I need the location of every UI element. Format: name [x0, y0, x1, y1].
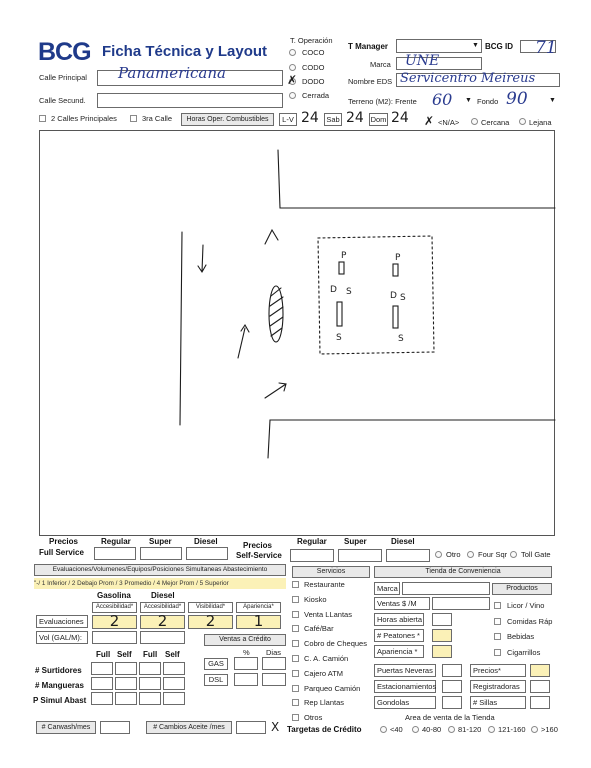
puertas-label: Puertas Neveras: [374, 664, 436, 677]
accesibilidad-dsl-header: Accesibilidad*: [140, 602, 185, 613]
servicio-checkbox[interactable]: [292, 640, 299, 647]
simul-self-gas[interactable]: [115, 692, 137, 705]
mangueras-full-dsl[interactable]: [139, 677, 161, 690]
area-venta-option-label: <40: [390, 725, 403, 734]
dom-label: Dom: [370, 115, 387, 124]
servicio-checkbox[interactable]: [292, 625, 299, 632]
evaluaciones-header: Evaluaciones/Volumenes/Equipos/Posiciones Simultaneas Abastecimiento: [34, 564, 286, 576]
eval-accesibilidad-gas-value: 2: [109, 612, 120, 630]
lv-label: L-V: [279, 113, 297, 126]
servicio-label: Venta LLantas: [304, 609, 352, 619]
sketch-label-d1: D: [330, 285, 337, 295]
servicio-checkbox[interactable]: [292, 581, 299, 588]
peatones-field[interactable]: [432, 629, 452, 642]
dodo-selected-mark: ✗: [287, 73, 298, 87]
dias-label: Dias: [266, 648, 282, 657]
toll-gate-radio[interactable]: [510, 551, 517, 558]
diesel-header-full: Diesel: [194, 537, 218, 546]
eval-accesibilidad-dsl-value: 2: [157, 612, 168, 630]
full-service-label-1: Precios: [49, 537, 78, 546]
visibilidad-header: Visibilidad*: [188, 602, 233, 613]
vol-label: Vol (GAL/M):: [36, 631, 88, 644]
producto-label: Cigarrillos: [507, 647, 541, 657]
super-header-full: Super: [149, 537, 172, 546]
puertas-field[interactable]: [442, 664, 462, 677]
area-venta-radio[interactable]: [380, 726, 387, 733]
toll-gate-label: Toll Gate: [521, 550, 551, 559]
pct-label: %: [243, 648, 250, 657]
servicio-label: Rep Llantas: [304, 698, 345, 708]
estacionamientos-field[interactable]: [442, 680, 462, 693]
otro-radio[interactable]: [435, 551, 442, 558]
carwash-field[interactable]: [100, 721, 130, 734]
tienda-header: Tienda de Conveniencia: [374, 566, 552, 578]
precios-tienda-field[interactable]: [530, 664, 550, 677]
sketch-label-s2b: S: [398, 334, 404, 344]
codo-label: CODO: [302, 63, 325, 72]
full-service-label-2: Full Service: [39, 548, 84, 557]
gas-credit-label: GAS: [204, 658, 228, 670]
vol-dsl-field[interactable]: [140, 631, 185, 644]
diesel-eval-label: Diesel: [151, 591, 175, 600]
price-full-super[interactable]: [140, 547, 182, 560]
servicio-label: Kiosko: [304, 594, 327, 604]
manager-select[interactable]: [396, 39, 482, 53]
area-venta-option-label: 40-80: [422, 725, 442, 734]
frente-dropdown-icon[interactable]: ▼: [465, 97, 472, 104]
gasolina-label: Gasolina: [97, 591, 131, 600]
self-gas-header: Self: [117, 650, 132, 659]
full-gas-header: Full: [96, 650, 111, 659]
lv-value[interactable]: 24: [301, 110, 319, 126]
marca-label: Marca: [370, 60, 391, 69]
servicio-checkbox[interactable]: [292, 685, 299, 692]
operacion-label: T. Operación: [290, 36, 333, 45]
codo-radio[interactable]: [289, 64, 296, 71]
gondolas-label: Gondolas: [374, 696, 436, 709]
page-title: Ficha Técnica y Layout: [102, 43, 268, 60]
horas-abierta-field[interactable]: [432, 613, 452, 626]
otro-label: Otro: [446, 550, 461, 559]
mangueras-self-dsl[interactable]: [163, 677, 185, 690]
servicio-checkbox[interactable]: [292, 655, 299, 662]
gas-credit-pct[interactable]: [234, 657, 258, 670]
surtidores-full-dsl[interactable]: [139, 662, 161, 675]
simul-full-gas[interactable]: [91, 692, 113, 705]
producto-label: Comidas Ráp: [507, 616, 553, 626]
bcg-id-label: BCG ID: [485, 42, 513, 51]
mangueras-self-gas[interactable]: [115, 677, 137, 690]
dos-calles-checkbox[interactable]: [39, 115, 46, 122]
surtidores-label: # Surtidores: [35, 666, 82, 675]
servicio-label: Café/Bar: [304, 624, 334, 634]
servicio-checkbox[interactable]: [292, 611, 299, 618]
marca-value: UNE: [405, 53, 440, 69]
four-sqr-radio[interactable]: [467, 551, 474, 558]
apariencia-tienda-label: Apariencia *: [374, 645, 424, 658]
horas-oper-button[interactable]: Horas Oper. Combustibles: [181, 113, 274, 126]
sillas-field[interactable]: [530, 696, 550, 709]
ventas-label: Ventas $ /M: [374, 597, 430, 610]
precios-tienda-label: Precios*: [470, 664, 526, 677]
servicio-label: Cobro de Cheques: [304, 639, 367, 649]
servicios-header: Servicios: [292, 566, 370, 578]
layout-sketch-area[interactable]: [39, 130, 555, 536]
lejana-radio[interactable]: [519, 118, 526, 125]
producto-checkbox[interactable]: [494, 633, 501, 640]
price-self-diesel[interactable]: [386, 549, 430, 562]
four-sqr-label: Four Sqr: [478, 550, 508, 559]
terreno-label: Terreno (M2): Frente: [348, 97, 417, 106]
targetas-label: Targetas de Crédito: [287, 725, 362, 734]
registradoras-field[interactable]: [530, 680, 550, 693]
calle-principal-value: Panamericana: [118, 64, 226, 82]
surtidores-self-dsl[interactable]: [163, 662, 185, 675]
nombre-eds-label: Nombre EDS: [348, 77, 393, 86]
cambios-label: # Cambios Aceite /mes: [146, 721, 232, 734]
tercera-calle-label: 3ra Calle: [142, 114, 173, 123]
surtidores-full-gas[interactable]: [91, 662, 113, 675]
servicio-checkbox[interactable]: [292, 596, 299, 603]
sillas-label: # Sillas: [470, 696, 526, 709]
tienda-marca-field[interactable]: [402, 582, 490, 595]
manager-label: T Manager: [348, 42, 389, 51]
gas-credit-dias[interactable]: [262, 657, 286, 670]
dos-calles-label: 2 Calles Principales: [51, 114, 117, 123]
fondo-value[interactable]: 90: [506, 89, 528, 109]
accesibilidad-gas-header: Accesibilidad*: [92, 602, 137, 613]
sab-value[interactable]: 24: [346, 110, 364, 126]
apariencia-header: Apariencia*: [236, 602, 281, 613]
servicio-label: Parqueo Camión: [304, 683, 361, 693]
productos-button[interactable]: Productos: [492, 583, 552, 595]
bcg-id-value: 71: [535, 38, 557, 58]
calle-secund-field[interactable]: [97, 93, 283, 108]
price-full-regular[interactable]: [94, 547, 136, 560]
na-label: <N/A>: [438, 118, 460, 127]
area-venta-radio[interactable]: [412, 726, 419, 733]
self-service-label-1: Precios: [243, 541, 272, 550]
sketch-label-p1: P: [341, 251, 347, 261]
mangueras-full-gas[interactable]: [91, 677, 113, 690]
fondo-dropdown-icon[interactable]: ▼: [549, 97, 556, 104]
registradoras-label: Registradoras: [470, 680, 526, 693]
estacionamientos-label: Estacionamientos: [374, 680, 436, 693]
super-header-self: Super: [344, 537, 367, 546]
gondolas-field[interactable]: [442, 696, 462, 709]
servicio-checkbox[interactable]: [292, 699, 299, 706]
cambios-field[interactable]: [236, 721, 266, 734]
area-venta-option-label: >160: [541, 725, 558, 734]
full-dsl-header: Full: [143, 650, 158, 659]
coco-radio[interactable]: [289, 49, 296, 56]
dsl-credit-dias[interactable]: [262, 673, 286, 686]
fondo-label: Fondo: [477, 97, 499, 106]
lejana-label: Lejana: [529, 118, 552, 127]
carwash-label: # Carwash/mes: [36, 721, 96, 734]
sketch-label-s1: S: [346, 287, 352, 297]
sketch-label-s1b: S: [336, 333, 342, 343]
producto-checkbox[interactable]: [494, 649, 501, 656]
price-full-diesel[interactable]: [186, 547, 228, 560]
surtidores-self-gas[interactable]: [115, 662, 137, 675]
dom-value[interactable]: 24: [391, 110, 409, 126]
diesel-header-self: Diesel: [391, 537, 415, 546]
area-venta-radio[interactable]: [488, 726, 495, 733]
price-self-super[interactable]: [338, 549, 382, 562]
servicio-checkbox[interactable]: [292, 714, 299, 721]
self-service-label-2: Self-Service: [236, 551, 282, 560]
area-venta-label: Area de venta de la Tienda: [405, 713, 495, 722]
tienda-marca-label: Marca: [374, 582, 400, 595]
price-self-regular[interactable]: [290, 549, 334, 562]
frente-value[interactable]: 60: [432, 90, 453, 109]
area-venta-radio[interactable]: [531, 726, 538, 733]
simul-label: P Simul Abast: [33, 696, 87, 705]
evaluaciones-row-label: Evaluaciones: [36, 615, 88, 628]
calle-secund-label: Calle Secund.: [39, 96, 86, 105]
cerrada-radio[interactable]: [289, 92, 296, 99]
nombre-eds-value: Servicentro Meireus: [400, 71, 536, 86]
producto-checkbox[interactable]: [494, 618, 501, 625]
cercana-radio[interactable]: [471, 118, 478, 125]
evaluaciones-legend: "-/ 1 Inferior / 2 Debajo Prom / 3 Promedio / 4 Mejor Prom / 5 Superior: [34, 578, 286, 589]
horas-abierta-label: Horas abierta: [374, 613, 424, 626]
area-venta-radio[interactable]: [448, 726, 455, 733]
self-dsl-header: Self: [165, 650, 180, 659]
producto-label: Bebidas: [507, 632, 535, 641]
vol-gas-field[interactable]: [92, 631, 137, 644]
regular-header-full: Regular: [101, 537, 131, 546]
coco-label: COCO: [302, 48, 325, 57]
servicio-label: C. A. Camión: [304, 654, 349, 663]
sketch-label-s2: S: [400, 293, 406, 303]
cercana-label: Cercana: [481, 118, 510, 127]
sketch-label-d2: D: [390, 291, 397, 301]
simul-full-dsl[interactable]: [139, 692, 161, 705]
dodo-label: DODO: [302, 77, 325, 86]
targetas-mark[interactable]: X: [271, 720, 280, 734]
ventas-field[interactable]: [432, 597, 490, 610]
servicio-label: Otros: [304, 713, 323, 723]
calle-principal-label: Calle Principal: [39, 73, 87, 82]
eval-visibilidad-value: 2: [205, 612, 216, 630]
tercera-calle-checkbox[interactable]: [130, 115, 137, 122]
dsl-credit-label: DSL: [204, 674, 228, 686]
ventas-credito-button[interactable]: Ventas a Crédito: [204, 634, 286, 646]
servicio-label: Cajero ATM: [304, 668, 344, 678]
apariencia-tienda-field[interactable]: [432, 645, 452, 658]
peatones-label: # Peatones *: [374, 629, 424, 642]
regular-header-self: Regular: [297, 537, 327, 546]
sketch-label-p2: P: [395, 253, 401, 263]
cerrada-label: Cerrada: [302, 91, 330, 100]
mangueras-label: # Mangueras: [35, 681, 84, 690]
dsl-credit-pct[interactable]: [234, 673, 258, 686]
servicio-checkbox[interactable]: [292, 670, 299, 677]
logo: BCG: [38, 38, 91, 66]
producto-label: Licor / Vino: [507, 601, 545, 610]
na-radio-mark[interactable]: ✗: [424, 114, 435, 128]
servicio-label: Restaurante: [304, 580, 345, 589]
area-venta-option-label: 121-160: [498, 725, 526, 734]
area-venta-option-label: 81-120: [458, 725, 482, 734]
manager-dropdown-icon[interactable]: ▼: [472, 42, 479, 49]
sab-label: Sab: [324, 113, 342, 126]
eval-apariencia-value: 1: [253, 612, 264, 630]
simul-self-dsl[interactable]: [163, 692, 185, 705]
producto-checkbox[interactable]: [494, 602, 501, 609]
